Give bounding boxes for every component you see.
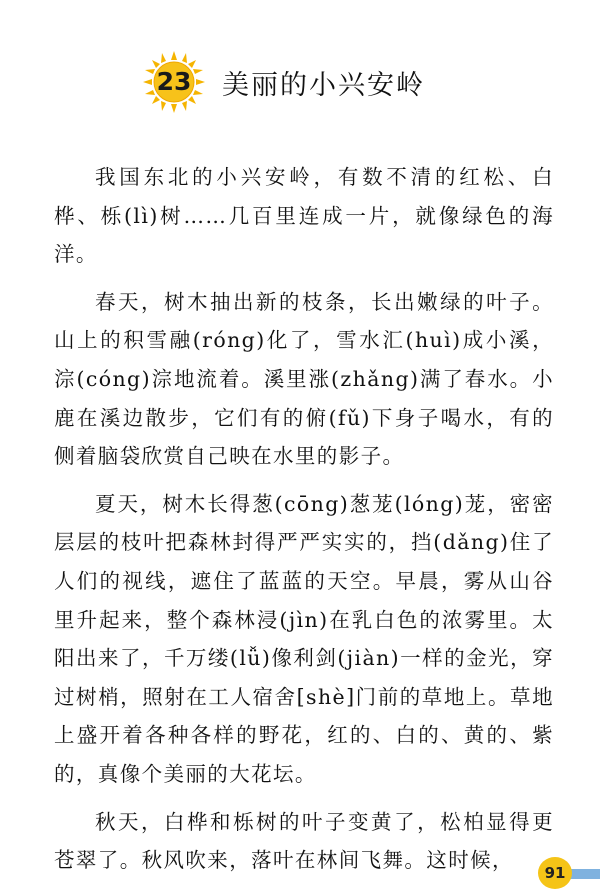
paragraph-spring: 春天，树木抽出新的枝条，长出嫩绿的叶子。山上的积雪融(róng)化了，雪水汇(huì)成小溪，淙(cóng)淙地流着。溪里涨(zhǎng)满了春水。小鹿在溪边散步，它们有的俯(fǔ)下身子喝水，有的侧着脑袋欣赏自己映在水里的影子。 bbox=[54, 289, 554, 469]
article-body bbox=[54, 158, 554, 889]
lesson-header bbox=[142, 50, 425, 114]
paragraph-autumn: 秋天，白桦和栎树的叶子变黄了，松柏显得更苍翠了。秋风吹来，落叶在林间飞舞。这时候， bbox=[54, 809, 554, 873]
paragraph-summer: 夏天，树木长得葱(cōng)葱茏(lóng)茏，密密层层的枝叶把森林封得严严实实的，挡(dǎng)住了人们的视线，遮住了蓝蓝的天空。早晨，雾从山谷里升起来，整个森林浸(jìn)在乳白色的浓雾里。太阳出来了，千万缕(lǚ)像利剑(jiàn)一样的金光，穿过树梢，照射在工人宿舍[shè]门前的草地上。草地上盛开着各种各样的野花，红的、白的、黄的、紫的，真像个美丽的大花坛。 bbox=[54, 491, 554, 786]
page-number: 91 bbox=[544, 864, 566, 882]
lesson-title: 美丽的小兴安岭 bbox=[222, 69, 425, 101]
paragraph-intro: 我国东北的小兴安岭，有数不清的红松、白桦、栎(lì)树……几百里连成一片，就像绿色的海洋。 bbox=[54, 165, 554, 267]
lesson-number: 23 bbox=[156, 67, 192, 96]
page-number-badge bbox=[538, 856, 600, 890]
sun-icon bbox=[142, 50, 206, 114]
